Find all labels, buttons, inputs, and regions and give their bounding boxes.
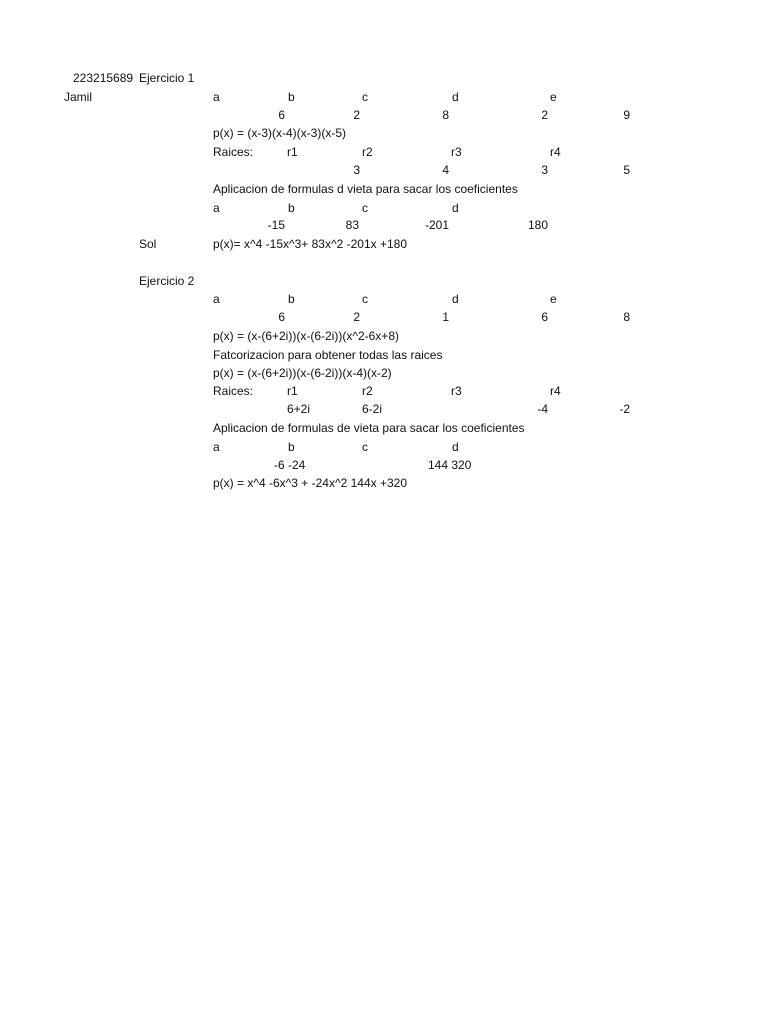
ex1-vieta-header-c: c	[362, 201, 368, 215]
ex2-coef-value-c: 1	[442, 310, 449, 324]
ex1-roots-label: Raices:	[213, 145, 254, 159]
ex2-root-value-r1: 6+2i	[287, 402, 311, 416]
ex1-vieta-text: Aplicacion de formulas d vieta para sacar los coeficientes	[213, 182, 518, 196]
ex1-coef-header-d: d	[452, 90, 459, 104]
ex1-vieta-value-a: -15	[267, 218, 285, 232]
ex2-vieta-header-d: d	[452, 440, 459, 454]
ex2-poly-factored: p(x) = (x-(6+2i))(x-(6-2i))(x-4)(x-2)	[213, 366, 392, 380]
ex2-vieta-values-ab: -6 -24	[274, 458, 306, 472]
ex2-coef-header-b: b	[288, 292, 295, 306]
ex1-vieta-value-b: 83	[345, 218, 359, 232]
ex1-coef-value-d: 2	[541, 108, 548, 122]
ex2-coef-header-c: c	[362, 292, 368, 306]
exercise-2-title: Ejercicio 2	[139, 274, 195, 288]
ex2-vieta-text: Aplicacion de formulas de vieta para sacar los coeficientes	[213, 421, 525, 435]
ex2-factor-text: Fatcorizacion para obtener todas las raices	[213, 348, 443, 362]
ex1-coef-header-e: e	[550, 90, 557, 104]
ex1-coef-header-b: b	[288, 90, 295, 104]
ex1-root-header-r2: r2	[362, 145, 373, 159]
ex2-coef-value-d: 6	[541, 310, 548, 324]
ex1-poly-factored: p(x) = (x-3)(x-4)(x-3)(x-5)	[213, 126, 346, 140]
ex2-coef-value-b: 2	[353, 310, 360, 324]
ex1-solution: p(x)= x^4 -15x^3+ 83x^2 -201x +180	[213, 237, 408, 251]
ex1-coef-header-a: a	[213, 90, 220, 104]
ex1-root-value-r4: 5	[623, 163, 630, 177]
ex2-vieta-header-c: c	[362, 440, 368, 454]
ex2-coef-value-a: 6	[278, 310, 285, 324]
ex1-root-value-r1: 3	[353, 163, 360, 177]
student-name: Jamil	[64, 90, 93, 104]
ex2-vieta-header-b: b	[288, 440, 295, 454]
ex1-root-value-r2: 4	[442, 163, 449, 177]
ex2-coef-header-a: a	[213, 292, 220, 306]
ex2-coef-value-e: 8	[623, 310, 630, 324]
ex1-vieta-value-c: -201	[424, 218, 449, 232]
ex1-root-value-r3: 3	[541, 163, 548, 177]
ex2-roots-label: Raices:	[213, 384, 254, 398]
ex1-coef-value-e: 9	[623, 108, 630, 122]
ex1-root-header-r3: r3	[451, 145, 462, 159]
ex1-vieta-value-d: 180	[527, 218, 548, 232]
ex1-vieta-header-b: b	[288, 201, 295, 215]
ex2-vieta-values-cd: 144 320	[428, 458, 472, 472]
ex2-root-header-r1: r1	[287, 384, 298, 398]
ex1-root-header-r1: r1	[287, 145, 298, 159]
ex1-vieta-header-d: d	[452, 201, 459, 215]
ex2-root-header-r3: r3	[451, 384, 462, 398]
ex1-coef-value-a: 6	[278, 108, 285, 122]
ex1-coef-value-b: 2	[353, 108, 360, 122]
ex1-vieta-header-a: a	[213, 201, 220, 215]
ex2-coef-header-d: d	[452, 292, 459, 306]
ex2-root-value-r2: 6-2i	[362, 402, 383, 416]
ex2-root-header-r2: r2	[362, 384, 373, 398]
ex2-coef-header-e: e	[550, 292, 557, 306]
ex1-coef-value-c: 8	[442, 108, 449, 122]
ex2-root-header-r4: r4	[550, 384, 561, 398]
student-id: 223215689	[73, 71, 134, 85]
ex1-coef-header-c: c	[362, 90, 368, 104]
ex2-vieta-header-a: a	[213, 440, 220, 454]
exercise-1-title: Ejercicio 1	[139, 71, 195, 85]
ex2-solution: p(x) = x^4 -6x^3 + -24x^2 144x +320	[213, 476, 407, 490]
ex2-root-value-r3: -4	[537, 402, 548, 416]
ex2-poly-partial: p(x) = (x-(6+2i))(x-(6-2i))(x^2-6x+8)	[213, 329, 399, 343]
ex1-sol-label: Sol	[139, 237, 157, 251]
ex2-root-value-r4: -2	[619, 402, 630, 416]
ex1-root-header-r4: r4	[550, 145, 561, 159]
